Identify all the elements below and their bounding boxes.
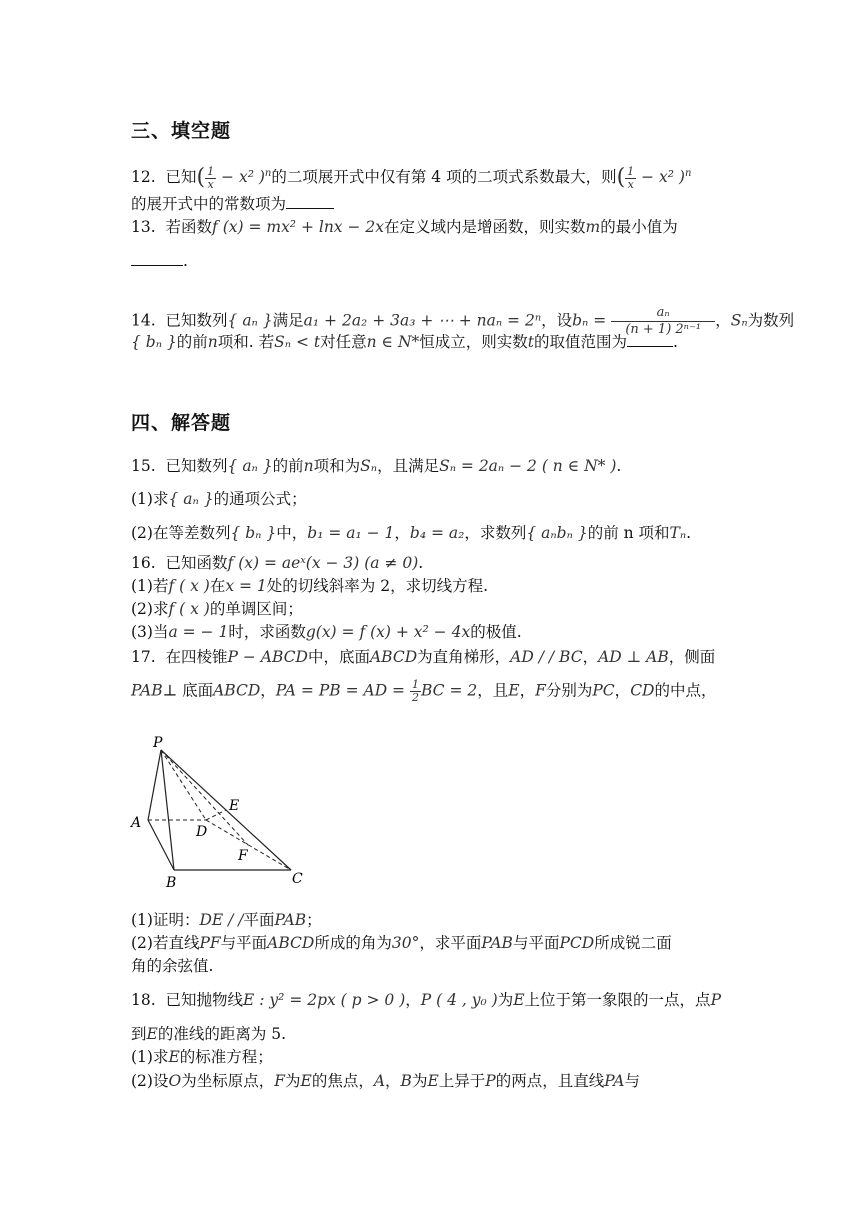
q15-line1: 15. 已知数列{ aₙ }的前n项和为Sₙ，且满足Sₙ = 2aₙ − 2 ( n ∈ N* ).: [131, 457, 622, 475]
q14-sum-expr: a₁ + 2a₂ + 3a₃ + ⋯ + naₙ = 2ⁿ: [303, 311, 542, 330]
q14-line1: 14. 已知数列{ aₙ }满足a₁ + 2a₂ + 3a₃ + ⋯ + naₙ = 2ⁿ，设bₙ = $\frac{\text{aₙ}}{\text{(n + 1) 2ⁿ⁻¹}}$ ，Sₙ为数列: [131, 305, 795, 337]
edge-DC: [206, 820, 291, 870]
q15-part2: (2)在等差数列{ bₙ }中，b₁ = a₁ − 1，b₄ = a₂，求数列{ aₙbₙ }的前 n 项和Tₙ.: [131, 524, 692, 542]
q12-line1: 12. 已知( $\frac{1}{x}$ − x² )$^n$的二项展开式中仅有第 4 项的二项式系数最大，则( $\frac{1}{x}$ − x² )$^n$: [131, 164, 692, 191]
q18-part2: (2)设O为坐标原点，F为E的焦点，A，B为E上异于P的两点，且直线PA与: [131, 1072, 640, 1090]
q18-number: 18.: [131, 991, 156, 1009]
label-D: D: [196, 824, 208, 840]
q17-part2: (2)若直线PF与平面ABCD所成的角为30°，求平面PAB与平面PCD所成锐二面: [131, 934, 672, 952]
label-E: E: [229, 798, 240, 814]
segment-DE: [206, 810, 226, 820]
q14-answer-blank[interactable]: [627, 332, 673, 347]
q13-function-expr: f (x) = mx² + lnx − 2x: [212, 218, 384, 236]
q12-line2: 的展开式中的常数项为: [131, 193, 334, 215]
q12-binomial-expr-2: ( $\frac{1}{x}$ − x² )$^n$: [616, 164, 692, 191]
q18-line1: 18. 已知抛物线E : y² = 2px ( p > 0 )，P ( 4 , y₀ )为E上位于第一象限的一点，点P: [131, 991, 721, 1009]
q13-line2: .: [131, 250, 188, 272]
pyramid-figure: [126, 730, 316, 895]
q17-number: 17.: [131, 648, 156, 666]
q16-part3: (3)当a = − 1时，求函数g(x) = f (x) + x² − 4x的极值.: [131, 623, 522, 641]
q12-binomial-expr: ( $\frac{1}{x}$ − x² )$^n$: [196, 164, 272, 191]
q17-part2-cont: 角的余弦值.: [131, 957, 214, 975]
q15-part1: (1)求{ aₙ }的通项公式；: [131, 490, 307, 508]
q14-line2: { bₙ }的前n项和. 若Sₙ < t对任意n ∈ N*恒成立，则实数t的取值范围为 .: [131, 333, 678, 351]
label-C: C: [292, 871, 303, 887]
q13-number: 13.: [131, 218, 156, 236]
label-F: F: [238, 848, 248, 864]
q17-line2: PAB⊥ 底面ABCD，PA = PB = AD = $\frac{1}{2}$ BC = 2，且E，F分别为PC，CD的中点，: [131, 678, 717, 704]
q14-number: 14.: [131, 311, 156, 330]
q18-line2: 到E的准线的距离为 5.: [131, 1025, 287, 1043]
label-A: A: [131, 815, 142, 831]
edge-PA: [148, 750, 161, 820]
label-P: P: [153, 735, 163, 751]
q16-number: 16.: [131, 554, 156, 572]
q17-half-fraction: $\frac{1}{2}$: [411, 678, 419, 704]
edge-AB: [148, 820, 174, 870]
q17-part1: (1)证明：DE / /平面PAB；: [131, 911, 322, 929]
label-B: B: [166, 875, 177, 891]
q13-line1: 13. 若函数f (x) = mx² + lnx − 2x在定义域内是增函数，则实数m的最小值为: [131, 218, 678, 236]
q16-part2: (2)求f ( x )的单调区间；: [131, 600, 303, 618]
q18-part1: (1)求E的标准方程；: [131, 1048, 273, 1066]
q17-line1: 17. 在四棱锥P − ABCD中，底面ABCD为直角梯形，AD / / BC，AD ⊥ AB，侧面: [131, 648, 716, 666]
q12-answer-blank[interactable]: [286, 194, 334, 209]
q13-answer-blank[interactable]: [131, 251, 183, 266]
q16-part1: (1)若f ( x )在x = 1处的切线斜率为 2，求切线方程.: [131, 577, 489, 595]
q12-number: 12.: [131, 168, 156, 187]
section-title-fill-blank: 三、填空题: [131, 120, 232, 142]
q14-bn-fraction: $\frac{\text{aₙ}}{\text{(n + 1) 2ⁿ⁻¹}}$: [611, 305, 715, 338]
q15-number: 15.: [131, 457, 156, 475]
section-title-answer: 四、解答题: [131, 412, 232, 434]
q16-line1: 16. 已知函数f (x) = aeˣ(x − 3) (a ≠ 0).: [131, 554, 424, 572]
